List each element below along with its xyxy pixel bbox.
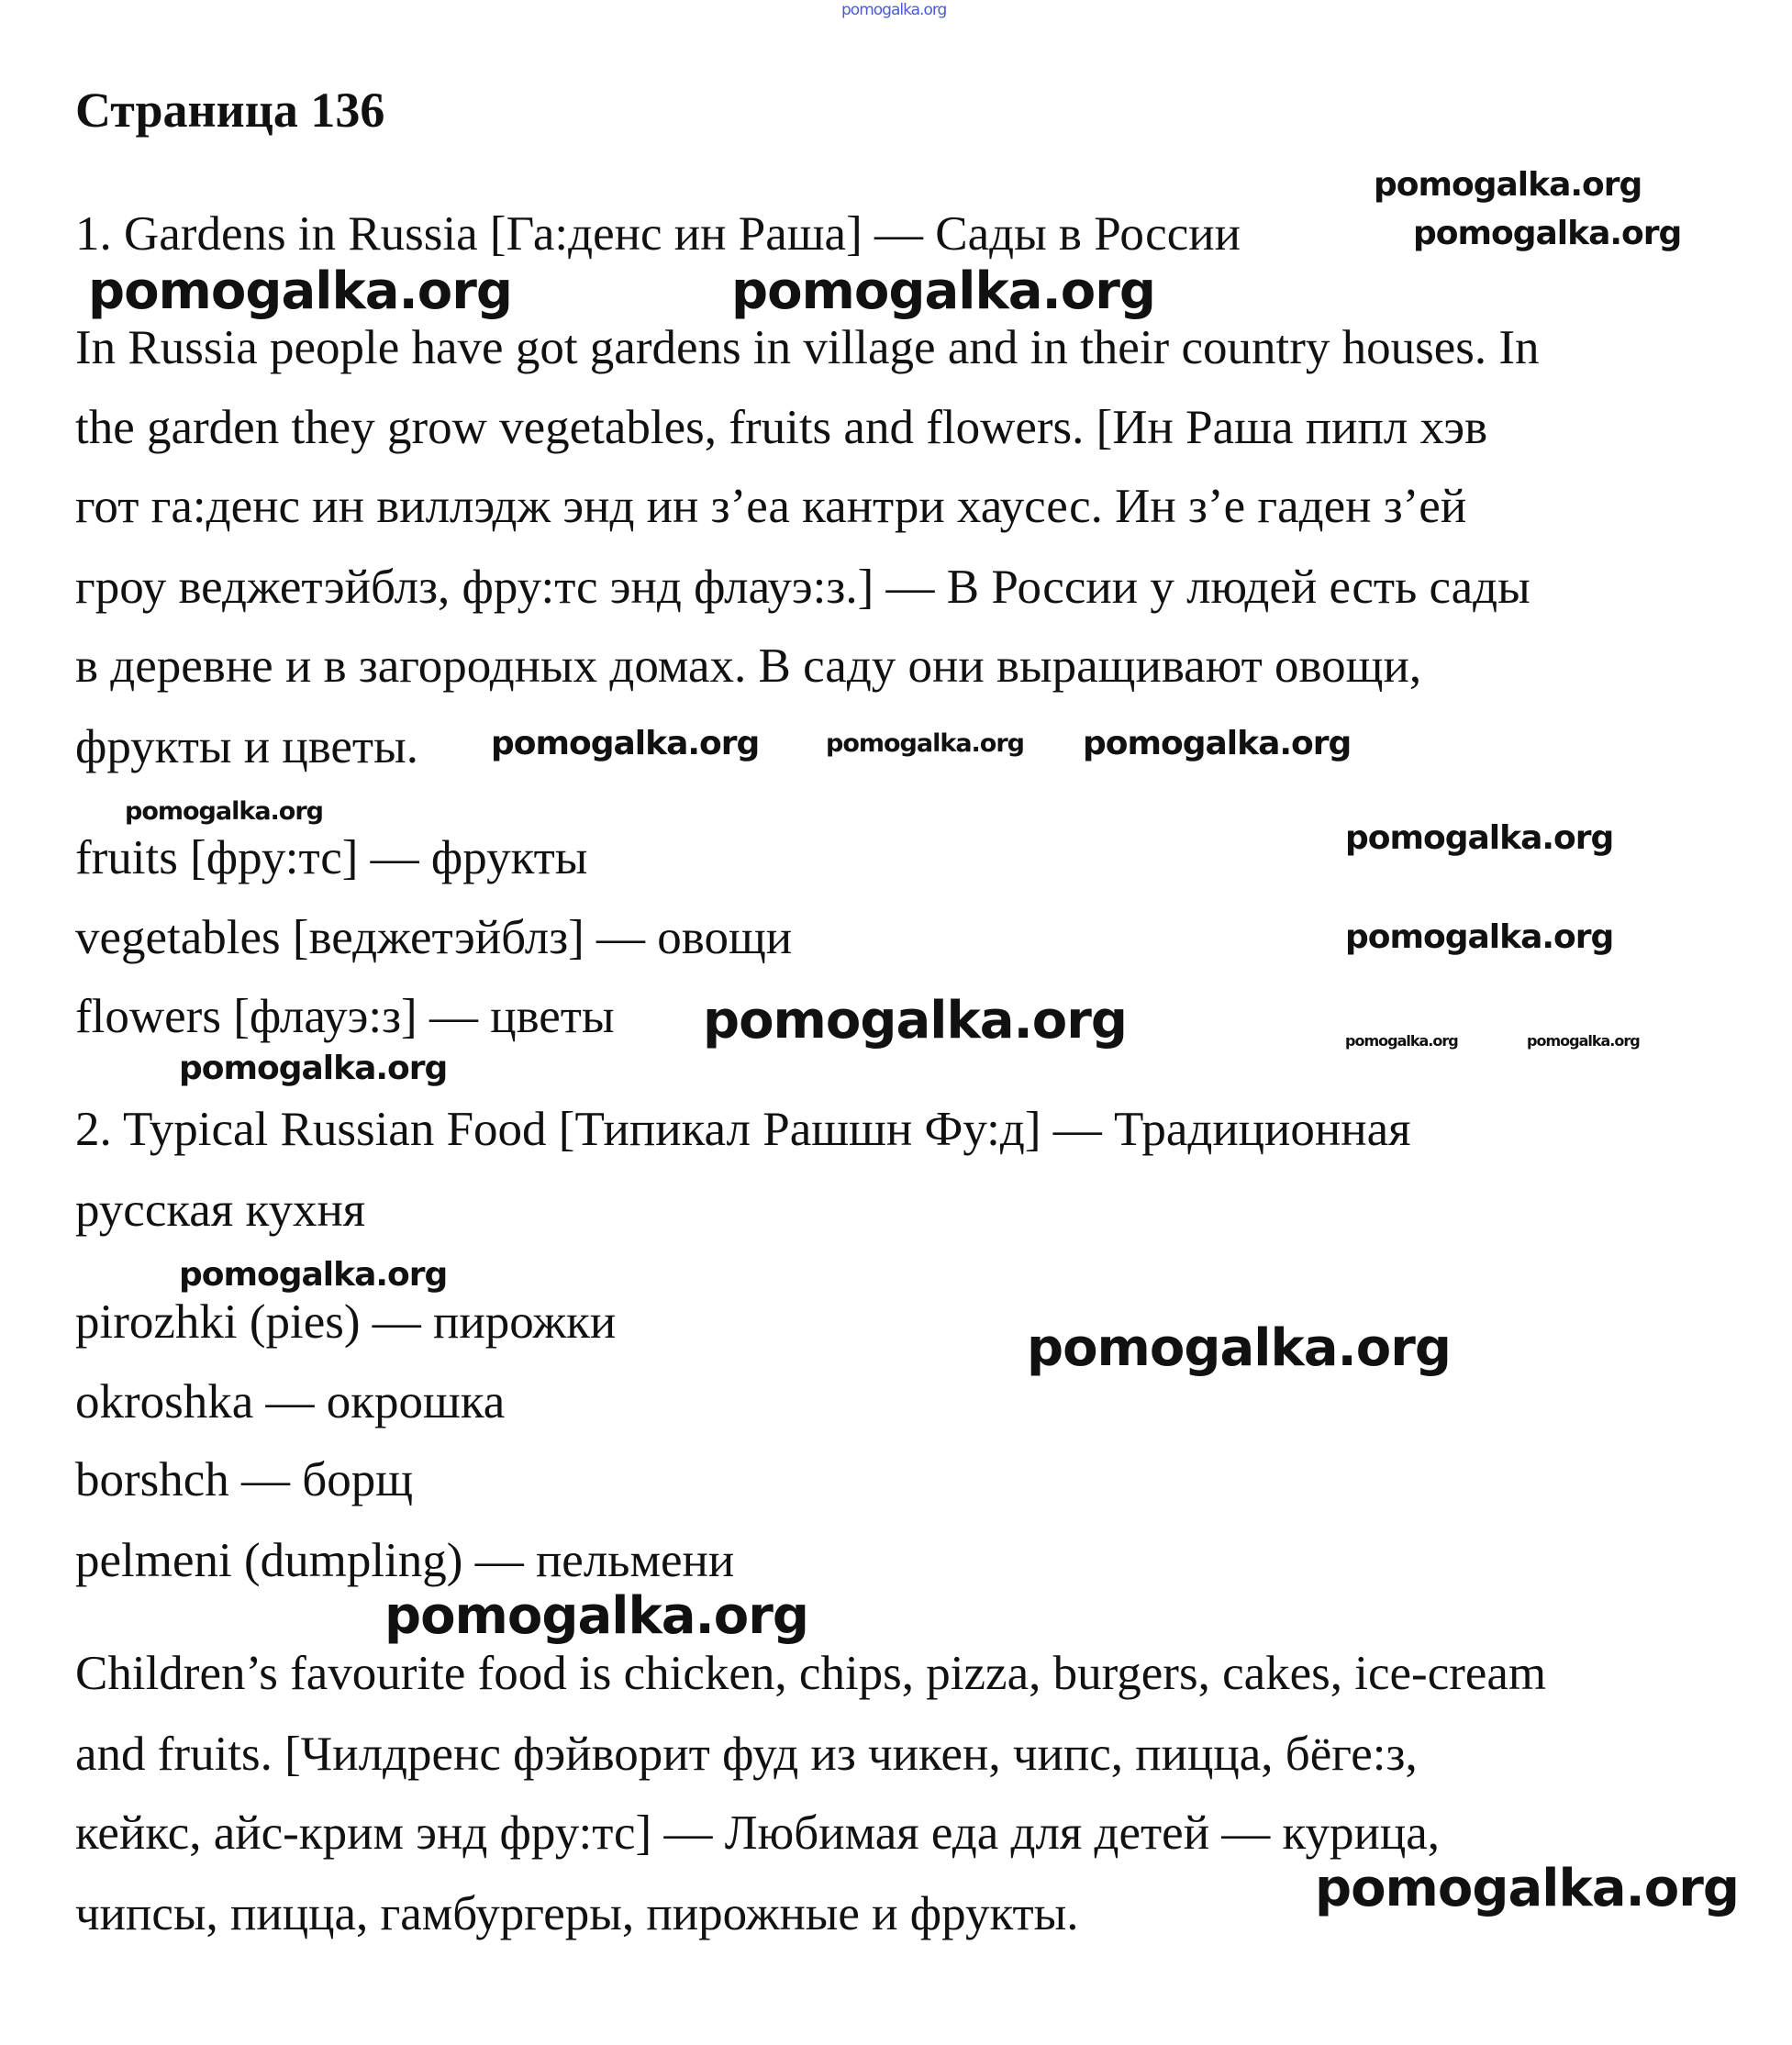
section1-paragraph-line: гроу веджетэйблз, фру:тс энд флауэ:з.] — В России у людей есть сады — [75, 561, 1530, 614]
section2-paragraph-line: Children’s favourite food is chicken, chips, pizza, burgers, cakes, ice-cream — [75, 1647, 1547, 1700]
watermark: pomogalka.org — [826, 729, 1024, 758]
section1-paragraph-line: In Russia people have got gardens in village and in their country houses. In — [75, 321, 1540, 374]
watermark-top: pomogalka.org — [841, 1, 947, 19]
watermark: pomogalka.org — [384, 1586, 808, 1646]
watermark: pomogalka.org — [1345, 918, 1614, 956]
section2-heading: 2. Typical Russian Food [Типикал Рашшн Фу:д] — Традиционная — [75, 1103, 1411, 1156]
watermark: pomogalka.org — [731, 261, 1155, 321]
section1-paragraph-line: the garden they grow vegetables, fruits and flowers. [Ин Раша пипл хэв — [75, 401, 1488, 454]
section2-paragraph-line: кейкс, айс-крим энд фру:тс] — Любимая еда для детей — курица, — [75, 1806, 1441, 1860]
section1-heading: 1. Gardens in Russia [Га:денс ин Раша] — Сады в России — [75, 207, 1241, 261]
watermark: pomogalka.org — [1345, 819, 1614, 857]
watermark: pomogalka.org — [1027, 1318, 1451, 1378]
section2-paragraph-line: and fruits. [Чилдренс фэйворит фуд из чикен, чипс, пицца, бёге:з, — [75, 1728, 1418, 1781]
vocab-item: pelmeni (dumpling) — пельмени — [75, 1534, 735, 1587]
vocab-item: okroshka — окрошка — [75, 1375, 506, 1428]
watermark: pomogalka.org — [1413, 215, 1682, 252]
watermark: pomogalka.org — [703, 991, 1127, 1050]
watermark: pomogalka.org — [1315, 1859, 1739, 1918]
section1-paragraph-line: фрукты и цветы. — [75, 720, 418, 773]
watermark: pomogalka.org — [88, 261, 512, 321]
section1-paragraph-line: в деревне и в загородных домах. В саду они выращивают овощи, — [75, 639, 1422, 693]
watermark: pomogalka.org — [1527, 1032, 1640, 1050]
vocab-item: flowers [флауэ:з] — цветы — [75, 990, 615, 1043]
vocab-item: pirozhki (pies) — пирожки — [75, 1295, 617, 1349]
section2-heading: русская кухня — [75, 1184, 366, 1237]
watermark: pomogalka.org — [125, 797, 323, 826]
vocab-item: fruits [фру:тс] — фрукты — [75, 831, 588, 884]
vocab-item: borshch — борщ — [75, 1453, 414, 1506]
watermark: pomogalka.org — [491, 725, 760, 762]
section2-paragraph-line: чипсы, пицца, гамбургеры, пирожные и фрукты. — [75, 1887, 1079, 1940]
page-title: Страница 136 — [75, 83, 385, 138]
watermark: pomogalka.org — [1083, 725, 1352, 762]
watermark: pomogalka.org — [179, 1256, 448, 1294]
section1-paragraph-line: гот га:денс ин виллэдж энд ин з’еа кантри хаусес. Ин з’е гаден з’ей — [75, 480, 1467, 533]
watermark: pomogalka.org — [1345, 1032, 1458, 1050]
watermark: pomogalka.org — [1374, 166, 1642, 204]
vocab-item: vegetables [веджетэйблз] — овощи — [75, 911, 793, 964]
watermark: pomogalka.org — [179, 1050, 448, 1087]
